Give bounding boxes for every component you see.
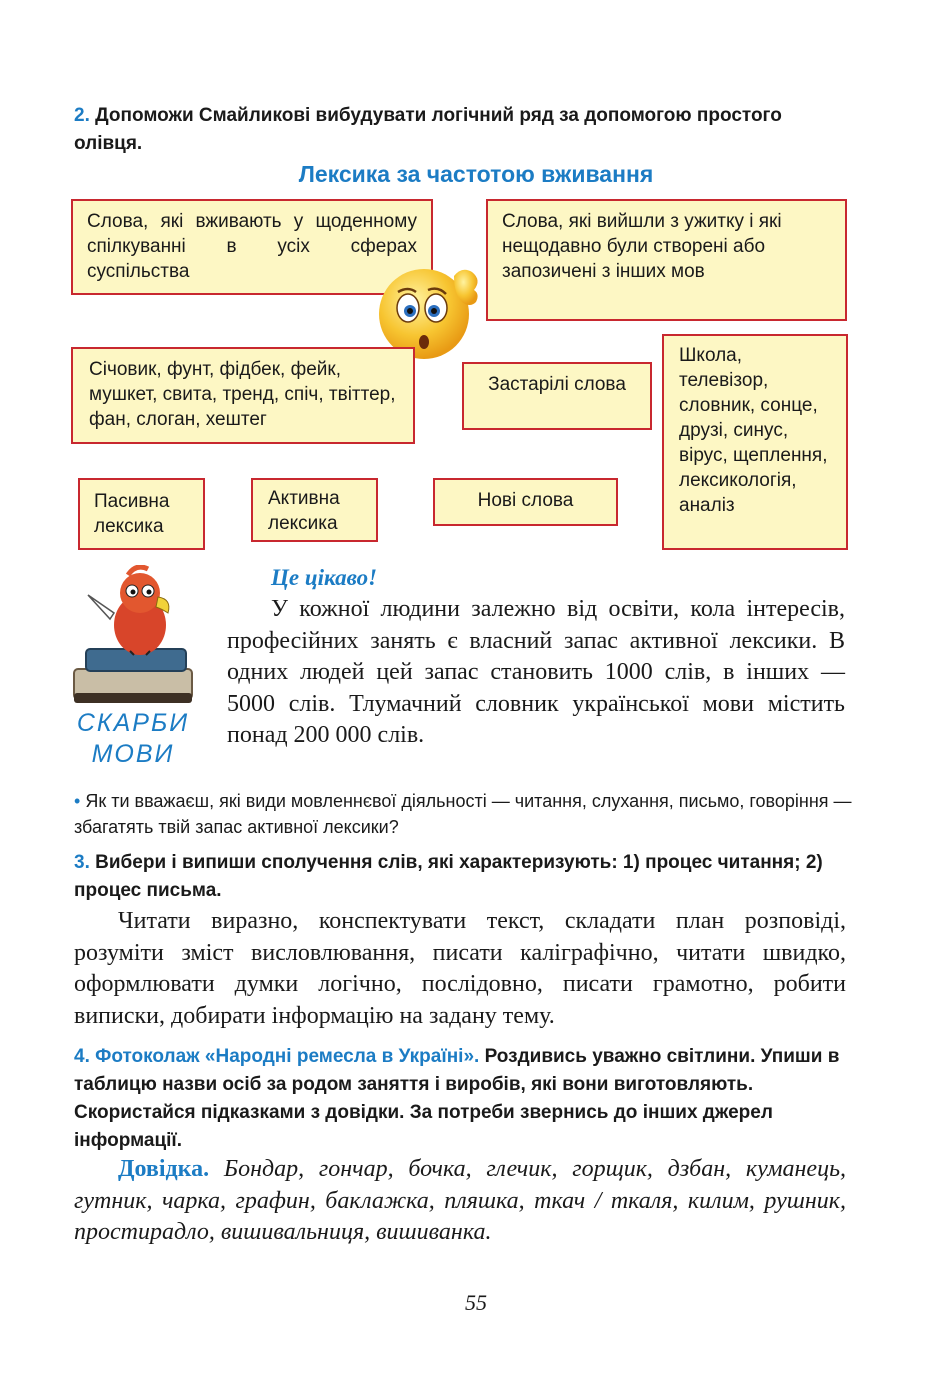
box-active-words-examples: Школа, телевізор, словник, сонце, друзі, синус, вірус, щеплення, лексикологія, аналіз xyxy=(662,334,848,550)
diagram-title: Лексика за частотою вживання xyxy=(298,161,654,187)
interesting-text: У кожної людини залежно від освіти, кола інтересів, професійних занять є власний запас активної лексики. В одних людей цей запас становить 1000 слів, в інших — 5000 слів. Тлумачний словник української мови містить понад 200 000 слів. xyxy=(227,596,845,748)
task-text: Допоможи Смайликові вибудувати логічний ряд за допомогою простого олівця. xyxy=(74,105,782,154)
box-new-words-examples: Січовик, фунт, фідбек, фейк, мушкет, свита, тренд, спіч, твіттер, фан, слоган, хештег xyxy=(71,347,415,444)
box-active-lexicon: Активна лексика xyxy=(251,478,378,542)
question-text: Як ти вважаєш, які види мовленнєвої діяльності — читання, слухання, письмо, говоріння — збагатять твій запас активної лексики? xyxy=(74,791,852,837)
box-passive-lexicon: Пасивна лексика xyxy=(78,478,205,550)
page-number: 55 xyxy=(465,1290,487,1315)
task-highlight: Фотоколаж «Народні ремесла в Україні». xyxy=(95,1046,480,1067)
task-2 xyxy=(74,102,854,158)
box-obsolete-words: Застарілі слова xyxy=(462,362,652,430)
task-number: 4. xyxy=(74,1046,90,1067)
task-4 xyxy=(74,1043,854,1155)
task-3 xyxy=(74,849,854,905)
reference-label: Довідка. xyxy=(118,1156,210,1182)
task-3-body: Читати виразно, конспектувати текст, складати план розповіді, розуміти зміст висловлювання, писати каліграфічно, читати швидко, оформлювати думки логічно, послідовно, писати грамотно, робити виписки, добирати інформацію на задану тему. xyxy=(74,908,846,1029)
bullet: • xyxy=(74,791,81,811)
task-number: 3. xyxy=(74,852,90,873)
task-number: 2. xyxy=(74,105,90,126)
task-text: Вибери і випиши сполучення слів, які характеризують: 1) процес читання; 2) процес письма. xyxy=(74,852,823,901)
task-text: Роздивись уважно світлини. Упиши в таблицю назви осіб за родом заняття і виробів, які вони виготовляють. Скористайся підказками з довідки. За потреби звернись до інших джерел інформації. xyxy=(74,1046,840,1151)
reference-text: Бондар, гончар, бочка, глечик, горщик, дзбан, куманець, гутник, чарка, графин, баклажка, пляшка, ткач / ткаля, килим, рушник, простирадло, вишивальниця, вишиванка. xyxy=(74,1156,846,1245)
logo-text xyxy=(66,708,200,770)
logo-line-1: СКАРБИ xyxy=(76,709,190,737)
box-new-words: Нові слова xyxy=(433,478,618,526)
interesting-heading: Це цікаво! xyxy=(271,565,378,590)
reference xyxy=(74,1154,846,1249)
question xyxy=(74,788,854,840)
box-obsolete-and-new-words: Слова, які вийшли з ужитку і які нещодавно були створені або запозичені з інших мов xyxy=(486,199,847,321)
parrot-on-books-icon xyxy=(68,565,196,707)
box-everyday-words: Слова, які вживають у щоденному спілкуванні в усіх сферах суспільства xyxy=(71,199,433,295)
logo-line-2: МОВИ xyxy=(91,740,175,768)
